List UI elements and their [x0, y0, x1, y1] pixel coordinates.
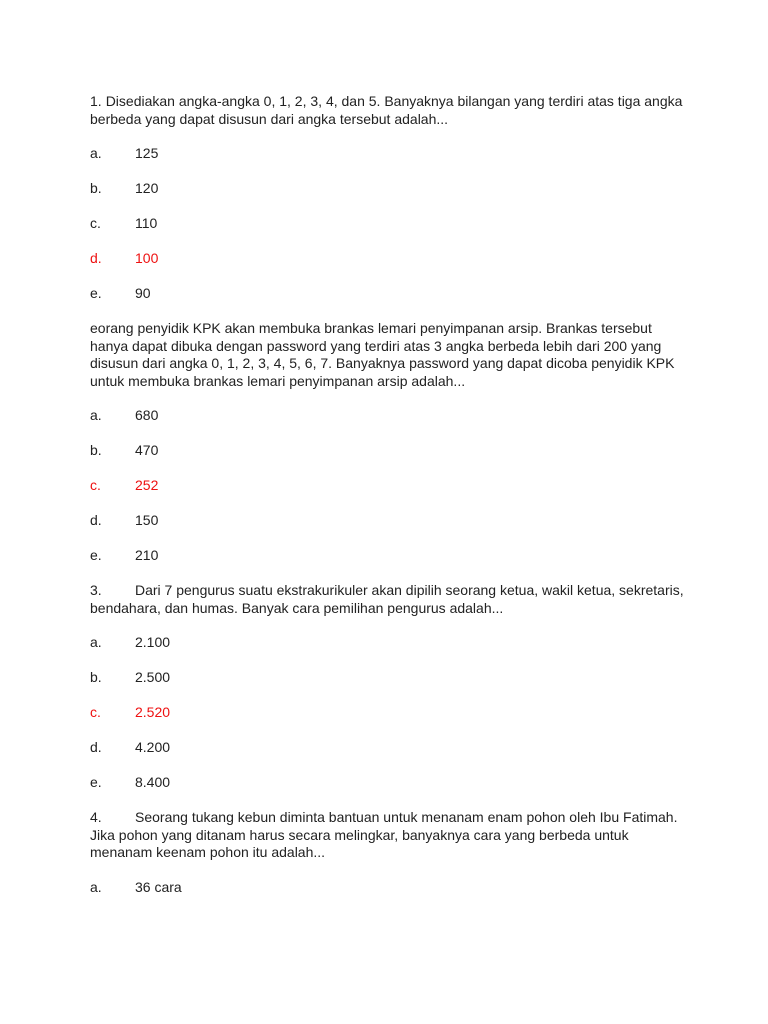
option-value: 2.500: [135, 669, 171, 685]
option-item-correct: [90, 250, 690, 267]
option-item: [90, 180, 690, 197]
option-letter: e.: [90, 285, 102, 301]
question-number: 1.: [90, 93, 102, 109]
question-text: Seorang tukang kebun diminta bantuan untuk menanam enam pohon oleh Ibu Fatimah. Jika pohon yang ditanam harus secara melingkar, banyaknya cara yang berbeda untuk menanam keenam pohon itu adalah...: [90, 809, 678, 860]
option-item: [90, 442, 690, 459]
option-letter: a.: [90, 878, 102, 895]
option-value: 8.400: [135, 774, 171, 790]
question-number: 4.: [90, 809, 102, 825]
option-letter: b.: [90, 180, 102, 196]
option-letter: d.: [90, 250, 102, 266]
question-1: [90, 93, 690, 128]
option-item: [90, 739, 690, 756]
option-item: [90, 512, 690, 529]
option-value: 36 cara: [135, 878, 182, 895]
option-value: 110: [135, 215, 158, 231]
option-item: [90, 145, 690, 162]
question-text: eorang penyidik KPK akan membuka brankas lemari penyimpanan arsip. Brankas tersebut hanya dapat dibuka dengan password yang terdiri atas 3 angka berbeda lebih dari 200 yang disusun dari angka 0, 1, 2, 3, 4, 5, 6, 7. Banyaknya password yang dapat dicoba penyidik KPK untuk membuka brankas lemari penyimpanan arsip adalah...: [90, 320, 675, 389]
option-item: [90, 407, 690, 424]
option-item: [90, 879, 690, 896]
option-value: 100: [135, 250, 159, 266]
option-letter: e.: [90, 774, 102, 790]
option-item: [90, 215, 690, 232]
option-letter: e.: [90, 547, 102, 563]
option-letter: c.: [90, 704, 101, 720]
option-letter: b.: [90, 669, 102, 685]
option-value: 680: [135, 407, 159, 423]
option-value: 210: [135, 547, 159, 563]
question-4: [90, 809, 690, 862]
option-item-correct: [90, 704, 690, 721]
option-item: [90, 774, 690, 791]
option-value: 2.520: [135, 704, 171, 720]
option-letter: a.: [90, 407, 102, 423]
document-page: [90, 93, 690, 914]
option-letter: b.: [90, 442, 102, 458]
option-letter: a.: [90, 145, 102, 161]
option-letter: c.: [90, 477, 101, 493]
option-value: 150: [135, 512, 159, 528]
option-item: [90, 669, 690, 686]
option-letter: a.: [90, 634, 102, 650]
question-text: Disediakan angka-angka 0, 1, 2, 3, 4, dan 5. Banyaknya bilangan yang terdiri atas tiga angka berbeda yang dapat disusun dari angka tersebut adalah...: [90, 93, 683, 127]
option-letter: d.: [90, 739, 102, 755]
option-value: 120: [135, 180, 159, 196]
question-3: [90, 582, 690, 617]
option-item: [90, 547, 690, 564]
option-value: 4.200: [135, 739, 171, 755]
option-value: 252: [135, 477, 159, 493]
option-value: 2.100: [135, 634, 171, 650]
option-item: [90, 634, 690, 651]
option-letter: d.: [90, 512, 102, 528]
option-value: 125: [135, 145, 159, 161]
question-2: [90, 320, 690, 390]
option-letter: c.: [90, 215, 101, 231]
option-value: 470: [135, 442, 159, 458]
option-item-correct: [90, 477, 690, 494]
question-text: Dari 7 pengurus suatu ekstrakurikuler akan dipilih seorang ketua, wakil ketua, sekretaris, bendahara, dan humas. Banyak cara pemilihan pengurus adalah...: [90, 582, 684, 616]
question-number: 3.: [90, 582, 102, 598]
option-value: 90: [135, 285, 151, 301]
option-item: [90, 285, 690, 302]
